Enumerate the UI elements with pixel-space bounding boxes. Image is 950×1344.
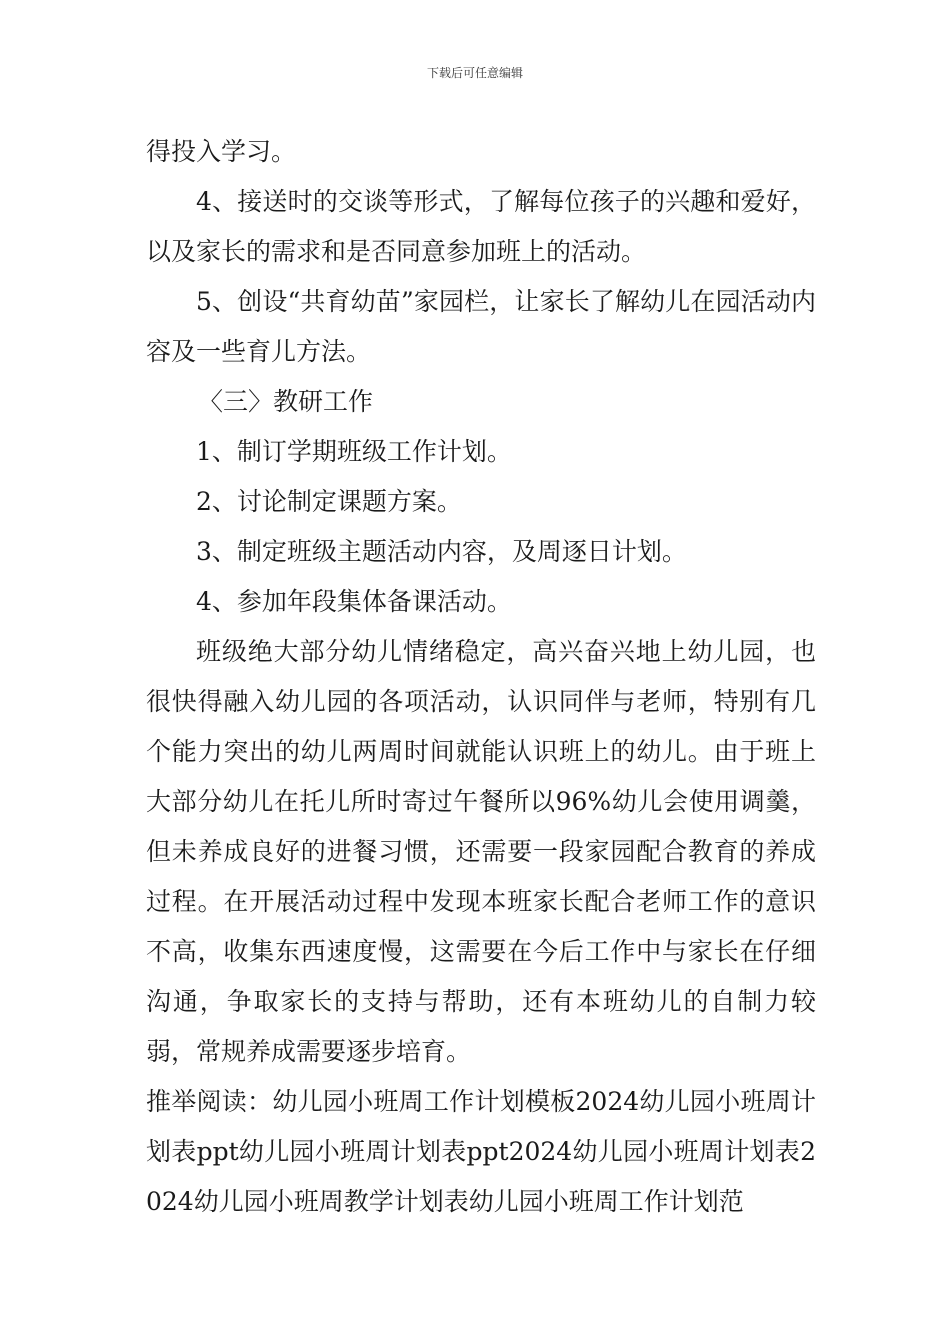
- paragraph-class-summary: 班级绝大部分幼儿情绪稳定，高兴奋兴地上幼儿园，也很快得融入幼儿园的各项活动，认识同伴与老师，特别有几个能力突出的幼儿两周时间就能认识班上的幼儿。由于班上大部分幼儿在托儿所时寄过午餐所以96%幼儿会使用调羹，但未养成良好的进餐习惯，还需要一段家园配合教育的养成过程。在开展活动过程中发现本班家长配合老师工作的意识不高，收集东西速度慢，这需要在今后工作中与家长在仔细沟通，争取家长的支持与帮助，还有本班幼儿的自制力较弱，常规养成需要逐步培育。: [146, 637, 816, 1066]
- paragraph-research-item-2: 2、讨论制定课题方案。: [196, 487, 462, 516]
- paragraph-recommended-reading: 推举阅读：幼儿园小班周工作计划模板2024幼儿园小班周计划表ppt幼儿园小班周计划表ppt2024幼儿园小班周计划表2024幼儿园小班周教学计划表幼儿园小班周工作计划范: [146, 1087, 816, 1216]
- paragraph-research-item-1: 1、制订学期班级工作计划。: [196, 437, 512, 466]
- paragraph-continuation: 得投入学习。: [146, 137, 297, 166]
- paragraph-research-item-3: 3、制定班级主题活动内容，及周逐日计划。: [196, 537, 687, 566]
- paragraph-item-5-bulletin: 5、创设“共育幼苗”家园栏，让家长了解幼儿在园活动内容及一些育儿方法。: [146, 287, 816, 366]
- section-heading-research: 〈三〉教研工作: [198, 387, 374, 416]
- paragraph-item-4-communication: 4、接送时的交谈等形式，了解每位孩子的兴趣和爱好，以及家长的需求和是否同意参加班上的活动。: [146, 187, 816, 266]
- paragraph-research-item-4: 4、参加年段集体备课活动。: [196, 587, 512, 616]
- page-header-note: 下载后可任意编辑: [426, 66, 523, 80]
- document-body: [146, 127, 816, 1227]
